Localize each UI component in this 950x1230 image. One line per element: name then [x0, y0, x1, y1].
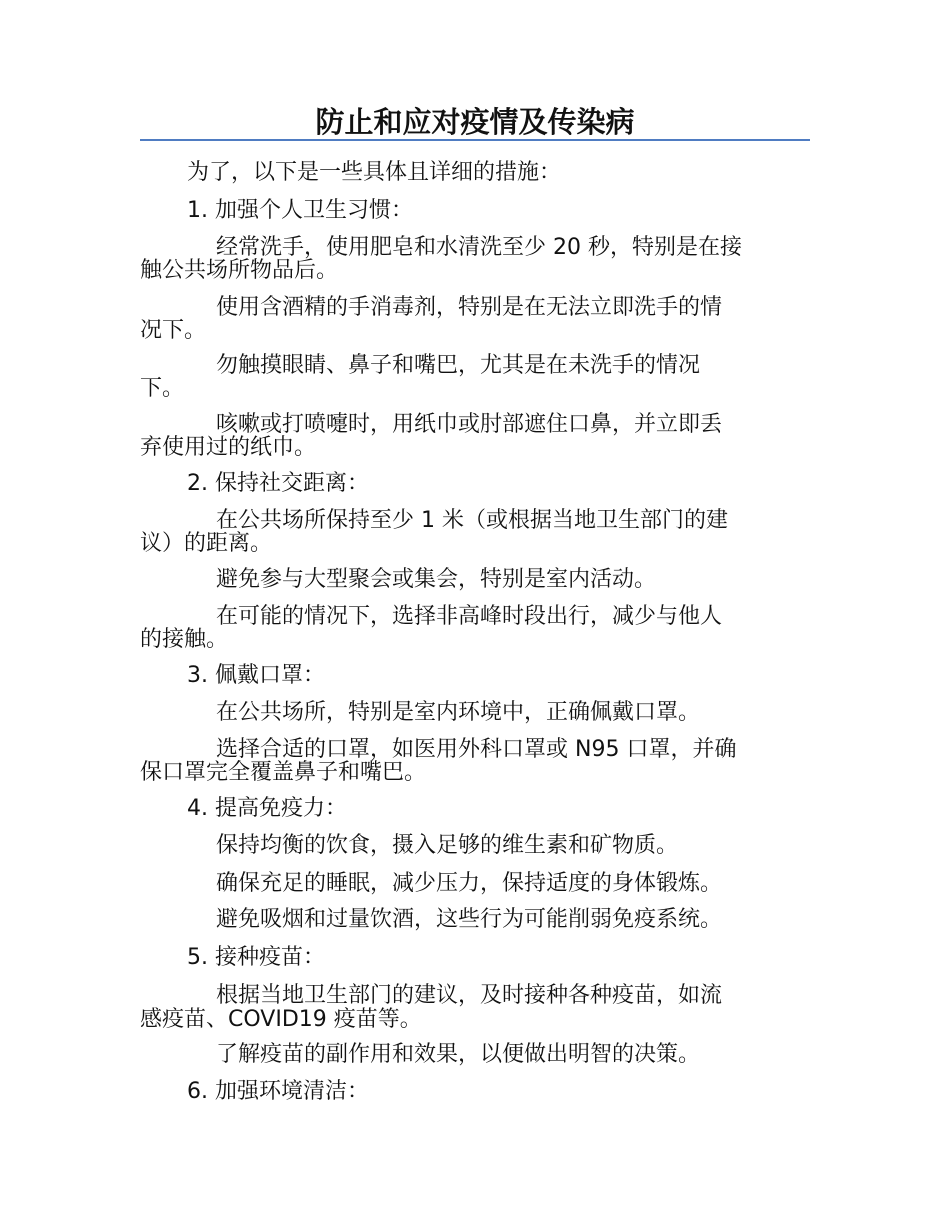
- immunity-item-3: 避免吸烟和过量饮酒，这些行为可能削弱免疫系统。: [216, 907, 723, 932]
- section-heading-immunity: 4. 提高免疫力：: [187, 796, 347, 821]
- hygiene-item-3-line-1: 勿触摸眼睛、鼻子和嘴巴，尤其是在未洗手的情况: [216, 353, 701, 378]
- hygiene-item-1-line-1: 经常洗手，使用肥皂和水清洗至少 20 秒，特别是在接: [216, 235, 742, 260]
- distance-item-3-line-1: 在可能的情况下，选择非高峰时段出行，减少与他人: [216, 604, 723, 629]
- hygiene-item-3-line-2: 下。: [140, 376, 185, 401]
- hygiene-item-2-line-1: 使用含酒精的手消毒剂，特别是在无法立即洗手的情: [216, 295, 723, 320]
- distance-item-1-line-1: 在公共场所保持至少 1 米（或根据当地卫生部门的建: [216, 508, 728, 533]
- masks-item-2-line-1: 选择合适的口罩，如医用外科口罩或 N95 口罩，并确: [216, 737, 737, 762]
- masks-item-1: 在公共场所，特别是室内环境中，正确佩戴口罩。: [216, 700, 701, 725]
- masks-item-2-line-2: 保口罩完全覆盖鼻子和嘴巴。: [140, 760, 427, 785]
- hygiene-item-4-line-2: 弃使用过的纸巾。: [140, 435, 317, 460]
- section-heading-distance: 2. 保持社交距离：: [187, 471, 369, 496]
- document-title: 防止和应对疫情及传染病: [315, 105, 635, 139]
- title-underline: [140, 139, 810, 141]
- hygiene-item-2-line-2: 况下。: [140, 318, 207, 343]
- intro-text: 为了，以下是一些具体且详细的措施：: [187, 160, 562, 185]
- section-heading-vaccines: 5. 接种疫苗：: [187, 945, 325, 970]
- vaccines-item-1-line-1: 根据当地卫生部门的建议，及时接种各种疫苗，如流: [216, 983, 723, 1008]
- section-heading-masks: 3. 佩戴口罩：: [187, 663, 325, 688]
- distance-item-2: 避免参与大型聚会或集会，特别是室内活动。: [216, 567, 657, 592]
- section-heading-cleaning: 6. 加强环境清洁：: [187, 1079, 369, 1104]
- hygiene-item-1-line-2: 触公共场所物品后。: [140, 258, 339, 283]
- immunity-item-2: 确保充足的睡眠，减少压力，保持适度的身体锻炼。: [216, 871, 723, 896]
- hygiene-item-4-line-1: 咳嗽或打喷嚏时，用纸巾或肘部遮住口鼻，并立即丢: [216, 412, 723, 437]
- section-heading-hygiene: 1. 加强个人卫生习惯：: [187, 198, 413, 223]
- vaccines-item-2: 了解疫苗的副作用和效果，以便做出明智的决策。: [216, 1042, 701, 1067]
- distance-item-1-line-2: 议）的距离。: [140, 531, 273, 556]
- distance-item-3-line-2: 的接触。: [140, 627, 229, 652]
- vaccines-item-1-line-2: 感疫苗、COVID19 疫苗等。: [140, 1007, 422, 1032]
- immunity-item-1: 保持均衡的饮食，摄入足够的维生素和矿物质。: [216, 833, 679, 858]
